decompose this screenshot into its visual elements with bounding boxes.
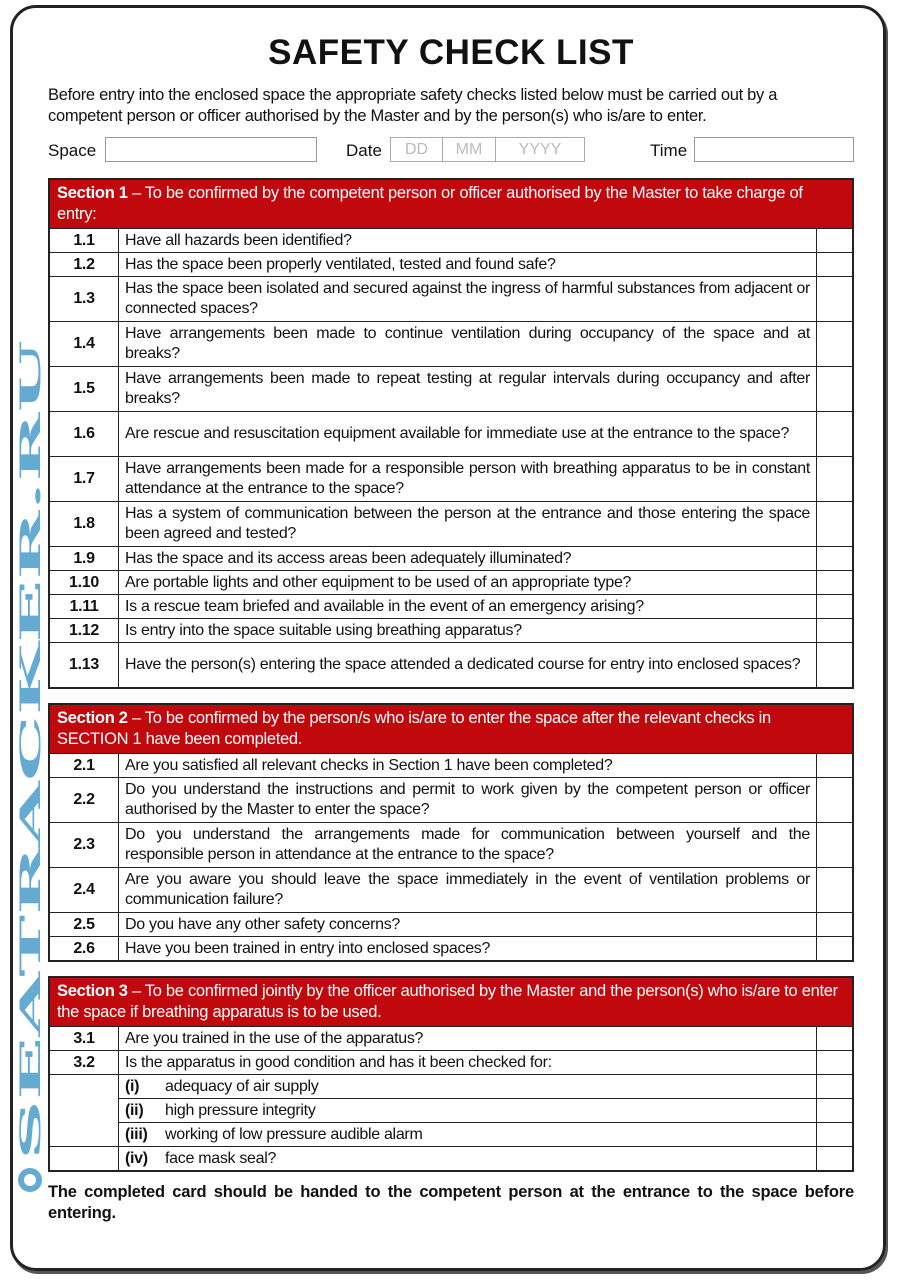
- subitem-text: face mask seal?: [165, 1149, 277, 1167]
- subitem-label: (i): [125, 1077, 140, 1095]
- item-checkbox[interactable]: [817, 823, 854, 868]
- checklist-row: [49, 367, 853, 412]
- checklist-row: [49, 778, 853, 823]
- item-checkbox[interactable]: [817, 595, 854, 619]
- item-checkbox[interactable]: [817, 619, 854, 643]
- intro-text: Before entry into the enclosed space the appropriate safety checks listed below must be carried out by a competent person or officer authorised by the Master and by the person(s) who is/are to enter.: [48, 86, 778, 125]
- item-question: Are portable lights and other equipment to be used of an appropriate type?: [119, 571, 817, 595]
- item-question: Are rescue and resuscitation equipment available for immediate use at the entrance to the space?: [119, 412, 817, 457]
- item-number: 2.4: [49, 868, 119, 913]
- section-description: – To be confirmed by the competent person or officer authorised by the Master to take charge of entry:: [57, 184, 803, 223]
- section-title: Section 3: [57, 982, 128, 1000]
- subitem-label: (iii): [125, 1125, 148, 1143]
- item-number: 1.1: [49, 229, 119, 253]
- item-checkbox[interactable]: [817, 571, 854, 595]
- item-question: Do you understand the instructions and permit to work given by the competent person or officer authorised by the Master to enter the space?: [119, 778, 817, 823]
- item-checkbox[interactable]: [817, 412, 854, 457]
- item-number: 2.1: [49, 754, 119, 778]
- item-checkbox[interactable]: [817, 1027, 854, 1051]
- item-question: Has the space been isolated and secured against the ingress of harmful substances from adjacent or connected spaces?: [119, 277, 817, 322]
- checklist-subrow: [49, 1123, 853, 1147]
- item-checkbox[interactable]: [817, 547, 854, 571]
- date-month-input[interactable]: MM: [442, 137, 496, 162]
- checklist-row: [49, 937, 853, 962]
- subitem-text: working of low pressure audible alarm: [165, 1125, 423, 1143]
- item-question: Is the apparatus in good condition and has it been checked for:: [119, 1051, 817, 1075]
- item-question: Do you understand the arrangements made for communication between yourself and the responsible person in attendance at the entrance to the space?: [119, 823, 817, 868]
- time-label: Time: [650, 141, 688, 160]
- date-label: Date: [346, 141, 382, 160]
- item-question: Do you have any other safety concerns?: [119, 913, 817, 937]
- item-checkbox[interactable]: [817, 1099, 854, 1123]
- item-number: 2.3: [49, 823, 119, 868]
- item-number: 3.1: [49, 1027, 119, 1051]
- item-checkbox[interactable]: [817, 367, 854, 412]
- item-checkbox[interactable]: [817, 643, 854, 689]
- item-question: Has the space been properly ventilated, tested and found safe?: [119, 253, 817, 277]
- item-question: Has the space and its access areas been adequately illuminated?: [119, 547, 817, 571]
- item-checkbox[interactable]: [817, 868, 854, 913]
- item-number: 1.6: [49, 412, 119, 457]
- section-title: Section 1: [57, 184, 128, 202]
- item-number: 1.9: [49, 547, 119, 571]
- item-question: Have you been trained in entry into enclosed spaces?: [119, 937, 817, 962]
- subitem: [119, 1099, 817, 1123]
- item-checkbox[interactable]: [817, 1123, 854, 1147]
- item-checkbox[interactable]: [817, 1051, 854, 1075]
- item-number: 1.5: [49, 367, 119, 412]
- checklist-row: [49, 868, 853, 913]
- time-input[interactable]: [694, 137, 854, 162]
- item-question: Are you trained in the use of the apparatus?: [119, 1027, 817, 1051]
- item-question: Is a rescue team briefed and available in the event of an emergency arising?: [119, 595, 817, 619]
- section-title: Section 2: [57, 709, 128, 727]
- checklist-subrow: [49, 1075, 853, 1099]
- checklist-row: [49, 502, 853, 547]
- item-number: 1.11: [49, 595, 119, 619]
- item-question: Are you aware you should leave the space immediately in the event of ventilation problems or communication failure?: [119, 868, 817, 913]
- subitem-text: adequacy of air supply: [165, 1077, 319, 1095]
- section-header: [49, 977, 853, 1027]
- item-checkbox[interactable]: [817, 457, 854, 502]
- blank-cell: [49, 1075, 119, 1147]
- section-description: – To be confirmed by the person/s who is/are to enter the space after the relevant checks in SECTION 1 have been completed.: [57, 709, 771, 748]
- checklist-row: [49, 913, 853, 937]
- subitem-label: (ii): [125, 1101, 144, 1119]
- section-header-row: [49, 977, 853, 1027]
- item-question: Have arrangements been made for a responsible person with breathing apparatus to be in constant attendance at the entrance to the space?: [119, 457, 817, 502]
- header-fields: [48, 137, 854, 164]
- section-description: – To be confirmed jointly by the officer authorised by the Master and the person(s) who is/are to enter the space if breathing apparatus is to be used.: [57, 982, 838, 1021]
- space-label: Space: [48, 141, 97, 160]
- item-checkbox[interactable]: [817, 229, 854, 253]
- item-number: 1.12: [49, 619, 119, 643]
- item-checkbox[interactable]: [817, 502, 854, 547]
- checklist-row: [49, 457, 853, 502]
- item-checkbox[interactable]: [817, 778, 854, 823]
- section-2-table: [48, 703, 854, 962]
- checklist-row: [49, 229, 853, 253]
- item-question: Is entry into the space suitable using breathing apparatus?: [119, 619, 817, 643]
- item-question: Has a system of communication between the person at the entrance and those entering the space been agreed and tested?: [119, 502, 817, 547]
- item-number: 2.2: [49, 778, 119, 823]
- item-question: Have the person(s) entering the space attended a dedicated course for entry into enclosed spaces?: [119, 643, 817, 689]
- subitem-text: high pressure integrity: [165, 1101, 316, 1119]
- section-header-row: [49, 704, 853, 754]
- checklist-row: [49, 823, 853, 868]
- checklist-row: [49, 253, 853, 277]
- item-number: 2.5: [49, 913, 119, 937]
- checklist-row: [49, 571, 853, 595]
- item-checkbox[interactable]: [817, 1075, 854, 1099]
- checklist-row: [49, 412, 853, 457]
- item-number: 1.2: [49, 253, 119, 277]
- item-number: 1.10: [49, 571, 119, 595]
- subitem: [119, 1123, 817, 1147]
- section-header-row: [49, 179, 853, 229]
- date-year-input[interactable]: YYYY: [495, 137, 585, 162]
- checklist-row: [49, 595, 853, 619]
- checklist-row: [49, 1027, 853, 1051]
- checklist-subrow: [49, 1147, 853, 1172]
- item-number: 3.2: [49, 1051, 119, 1075]
- item-number: 2.6: [49, 937, 119, 962]
- subitem-label: (iv): [125, 1149, 148, 1167]
- checklist-row: [49, 322, 853, 367]
- checklist-row: [49, 277, 853, 322]
- blank-cell: [49, 1147, 119, 1172]
- subitem: [119, 1075, 817, 1099]
- item-checkbox[interactable]: [817, 277, 854, 322]
- date-day-input[interactable]: DD: [390, 137, 443, 162]
- checklist-row: [49, 619, 853, 643]
- item-number: 1.7: [49, 457, 119, 502]
- space-input[interactable]: [105, 137, 317, 162]
- footer-note: The completed card should be handed to the competent person at the entrance to the space before entering.: [48, 1183, 854, 1222]
- item-number: 1.13: [49, 643, 119, 689]
- checklist-content: [48, 33, 854, 1224]
- page-title: SAFETY CHECK LIST: [268, 33, 634, 72]
- checklist-row: [49, 547, 853, 571]
- item-number: 1.3: [49, 277, 119, 322]
- item-checkbox[interactable]: [817, 937, 854, 962]
- item-checkbox[interactable]: [817, 754, 854, 778]
- item-checkbox[interactable]: [817, 253, 854, 277]
- checklist-subrow: [49, 1099, 853, 1123]
- item-number: 1.8: [49, 502, 119, 547]
- checklist-row: [49, 643, 853, 689]
- section-1-table: [48, 178, 854, 689]
- item-checkbox[interactable]: [817, 913, 854, 937]
- subitem: [119, 1147, 817, 1172]
- section-header: [49, 179, 853, 229]
- item-question: Are you satisfied all relevant checks in Section 1 have been completed?: [119, 754, 817, 778]
- watermark-text: SEATRACKER.RU: [14, 883, 47, 1160]
- item-question: Have all hazards been identified?: [119, 229, 817, 253]
- section-header: [49, 704, 853, 754]
- item-checkbox[interactable]: [817, 1147, 854, 1172]
- item-question: Have arrangements been made to repeat testing at regular intervals during occupancy and after breaks?: [119, 367, 817, 412]
- item-question: Have arrangements been made to continue ventilation during occupancy of the space and at breaks?: [119, 322, 817, 367]
- checklist-row: [49, 754, 853, 778]
- item-checkbox[interactable]: [817, 322, 854, 367]
- item-number: 1.4: [49, 322, 119, 367]
- section-3-table: [48, 976, 854, 1172]
- checklist-row: [49, 1051, 853, 1075]
